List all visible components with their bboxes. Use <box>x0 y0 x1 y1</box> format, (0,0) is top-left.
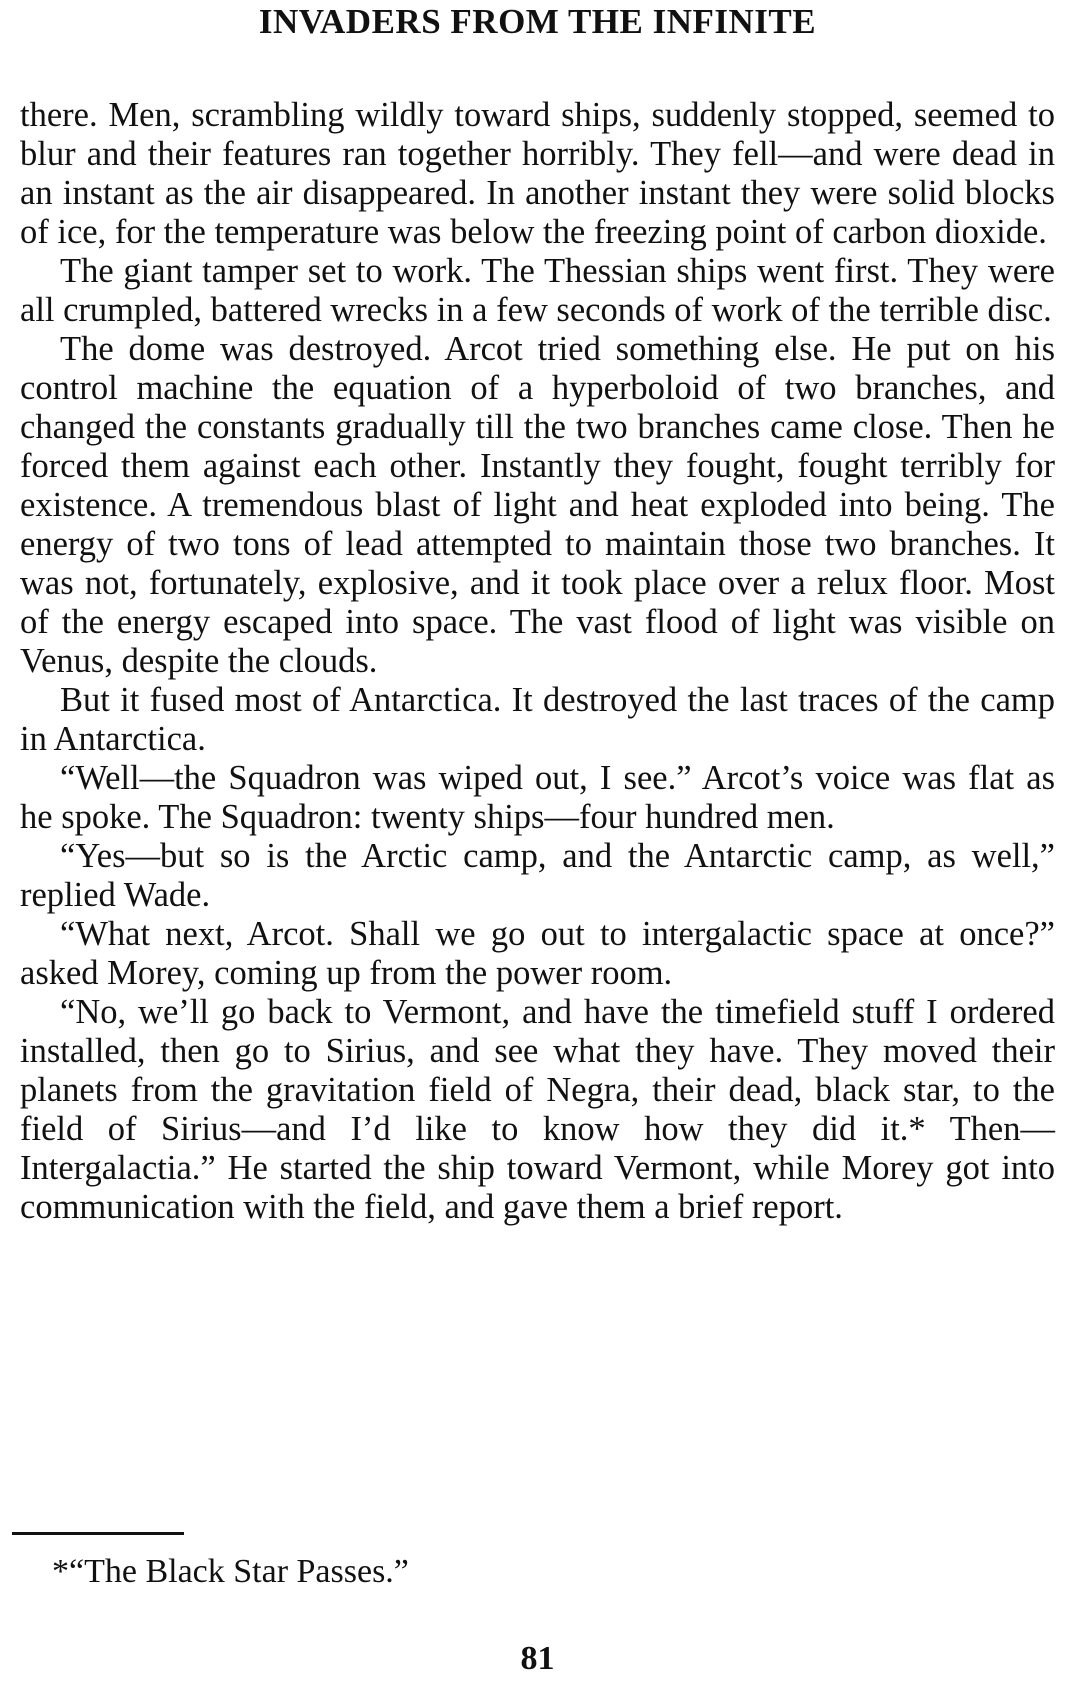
paragraph-4: But it fused most of Antarctica. It destroyed the last traces of the camp in Antarctica. <box>20 681 1055 758</box>
paragraph-2: The giant tamper set to work. The Thessian ships went first. They were all crumpled, battered wrecks in a few seconds of work of the terrible disc. <box>20 252 1055 329</box>
body-text <box>20 96 1055 1227</box>
paragraph-6: “Yes—but so is the Arctic camp, and the Antarctic camp, as well,” replied Wade. <box>20 837 1055 914</box>
paragraph-8: “No, we’ll go back to Vermont, and have the timefield stuff I ordered installed, then go to Sirius, and see what they have. They moved their planets from the gravitation field of Negra, their dead, black star, to the field of Sirius—and I’d like to know how they did it.* Then—Intergalactia.” He started the ship toward Vermont, while Morey got into communication with the field, and gave them a brief report. <box>20 993 1055 1226</box>
footnote: *“The Black Star Passes.” <box>52 1553 409 1590</box>
paragraph-3: The dome was destroyed. Arcot tried something else. He put on his control machine the equation of a hyperboloid of two branches, and changed the constants gradually till the two branches came close. Then he forced them against each other. Instantly they fought, fought terribly for existence. A tremendous blast of light and heat exploded into being. The energy of two tons of lead attempted to maintain those two branches. It was not, fortunately, explosive, and it took place over a relux floor. Most of the energy escaped into space. The vast flood of light was visible on Venus, despite the clouds. <box>20 330 1055 680</box>
paragraph-5: “Well—the Squadron was wiped out, I see.” Arcot’s voice was flat as he spoke. The Squadron: twenty ships—four hundred men. <box>20 759 1055 836</box>
footnote-rule <box>12 1532 184 1535</box>
running-head: INVADERS FROM THE INFINITE <box>258 2 817 41</box>
paragraph-7: “What next, Arcot. Shall we go out to intergalactic space at once?” asked Morey, coming up from the power room. <box>20 915 1055 992</box>
page-number: 81 <box>520 1640 555 1677</box>
paragraph-1: there. Men, scrambling wildly toward ships, suddenly stopped, seemed to blur and their features ran together horribly. They fell—and were dead in an instant as the air disappeared. In another instant they were solid blocks of ice, for the temperature was below the freezing point of carbon dioxide. <box>20 96 1055 251</box>
